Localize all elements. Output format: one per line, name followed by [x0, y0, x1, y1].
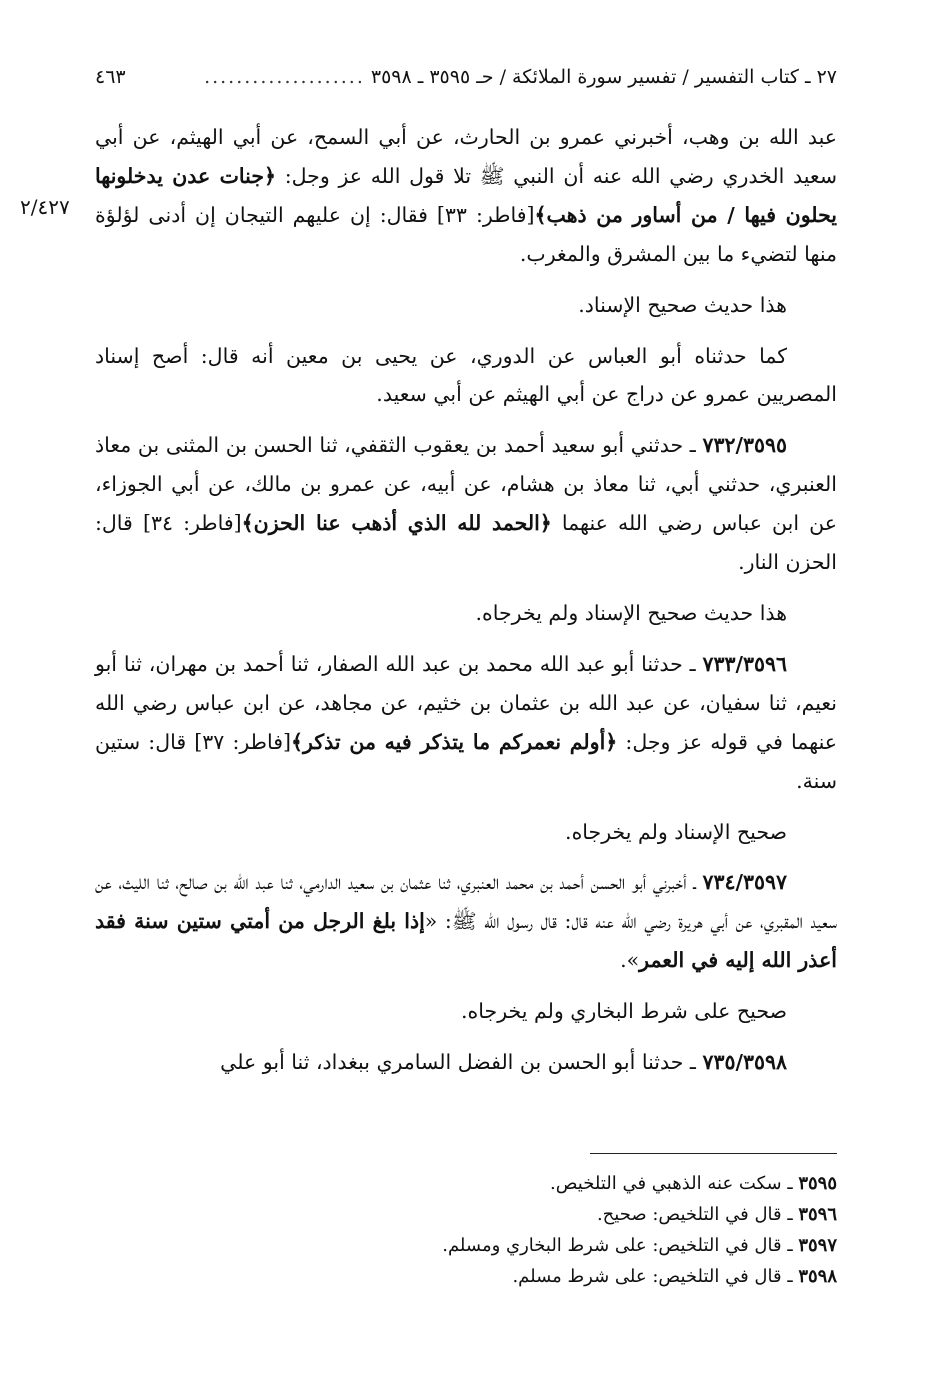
running-title: ٢٧ ـ كتاب التفسير / تفسير سورة الملائكة / حـ ٣٥٩٥ ـ ٣٥٩٨ — [370, 66, 837, 88]
header-leader-dots: .................... — [204, 66, 365, 88]
paragraph — [95, 337, 837, 415]
footnote-separator — [590, 1153, 837, 1154]
paragraph — [95, 118, 837, 274]
text-run: صحيح على شرط البخاري ولم يخرجاه. — [461, 999, 787, 1024]
footnote-text: ـ قال في التلخيص: صحيح. — [596, 1204, 799, 1225]
footnote — [95, 1199, 837, 1230]
paragraph — [95, 426, 837, 582]
footnote-text: ـ سكت عنه الذهبي في التلخيص. — [550, 1173, 799, 1194]
bold-text-run: ﴿جنات عدن يدخلونها يحلون فيها / من أساور من ذهب﴾ — [95, 163, 838, 227]
footnote — [95, 1261, 837, 1292]
text-run: هذا حديث صحيح الإسناد. — [578, 292, 787, 317]
text-run: ـ حدثنا أبو الحسن بن الفضل السامري ببغداد، ثنا أبو علي — [220, 1050, 703, 1075]
text-run: ـ أخبرني أبو الحسن أحمد بن محمد العنبري، ثنا عثمان بن سعيد الدارمي، ثنا عبد الله بن صالح، ثنا الليث، عن سعيد المقبري، عن أبي هريرة رضي الله عنه قال: قال رسول الله ﷺ: « — [95, 870, 837, 934]
text-run: [فاطر: ٣٧] قال: ستين سنة. — [95, 729, 837, 793]
body-text — [95, 118, 837, 1094]
running-header — [95, 62, 837, 92]
text-run: ـ حدثنا أبو عبد الله محمد بن عبد الله الصفار، ثنا أحمد بن مهران، ثنا أبو نعيم، ثنا سفيان، عن عبد الله بن عثمان بن خثيم، عن مجاهد، عن ابن عباس رضي الله عنهما في قوله عز وجل: — [95, 651, 838, 754]
bold-text-run: ٧٣٢/٣٥٩٥ — [702, 433, 787, 458]
footnote — [95, 1230, 837, 1261]
bold-text-run: ﴿الحمد لله الذي أذهب عنا الحزن﴾ — [241, 511, 552, 536]
footnote-number: ٣٥٩٨ — [798, 1266, 837, 1287]
margin-reference: ٢/٤٢٧ — [20, 195, 70, 219]
paragraph — [95, 992, 837, 1031]
footnote-text: ـ قال في التلخيص: على شرط البخاري ومسلم. — [442, 1235, 799, 1256]
paragraph — [95, 645, 837, 801]
footnote-text: ـ قال في التلخيص: على شرط مسلم. — [512, 1266, 799, 1287]
bold-text-run: ﴿أولم نعمركم ما يتذكر فيه من تذكر﴾ — [291, 729, 618, 754]
footnote-number: ٣٥٩٥ — [798, 1173, 837, 1194]
paragraph — [95, 286, 837, 325]
bold-text-run: ٧٣٤/٣٥٩٧ — [702, 870, 787, 895]
text-run: عبد الله بن وهب، أخبرني عمرو بن الحارث، عن أبي السمح، عن أبي الهيثم، عن أبي سعيد الخدري رضي الله عنه أن النبي ﷺ تلا قول الله عز وجل: — [95, 125, 837, 188]
bold-text-run: ٧٣٥/٣٥٩٨ — [702, 1050, 787, 1075]
footnote-number: ٣٥٩٧ — [798, 1235, 837, 1256]
paragraph — [95, 1043, 837, 1082]
bold-text-run: إذا بلغ الرجل من أمتي ستين سنة فقد أعذر الله إليه في العمر — [95, 909, 837, 973]
footnote-number: ٣٥٩٦ — [798, 1204, 837, 1225]
paragraph — [95, 813, 837, 852]
text-run: [فاطر: ٣٣] فقال: إن عليهم التيجان إن أدنى لؤلؤة منها لتضيء ما بين المشرق والمغرب. — [95, 202, 837, 266]
text-run: كما حدثناه أبو العباس عن الدوري، عن يحيى بن معين أنه قال: أصح إسناد المصريين عمرو عن دراج عن أبي الهيثم عن أبي سعيد. — [95, 343, 837, 407]
bold-text-run: ٧٣٣/٣٥٩٦ — [702, 651, 787, 676]
text-run: هذا حديث صحيح الإسناد ولم يخرجاه. — [475, 600, 787, 625]
paragraph — [95, 594, 837, 633]
text-run: ـ حدثني أبو سعيد أحمد بن يعقوب الثقفي، ثنا الحسن بن المثنى بن معاذ العنبري، حدثني أبي، ثنا معاذ بن هشام، عن أبيه، عن عمرو بن مالك، عن أبي الجوزاء، عن ابن عباس رضي الله عنهما — [95, 433, 837, 536]
page-number: ٤٦٣ — [95, 66, 126, 88]
text-run: صحيح الإسناد ولم يخرجاه. — [565, 819, 787, 844]
footnotes — [95, 1168, 837, 1292]
footnote — [95, 1168, 837, 1199]
text-run: [فاطر: ٣٤] قال: الحزن النار. — [95, 511, 837, 575]
text-run: ». — [620, 948, 640, 973]
paragraph — [95, 863, 837, 980]
